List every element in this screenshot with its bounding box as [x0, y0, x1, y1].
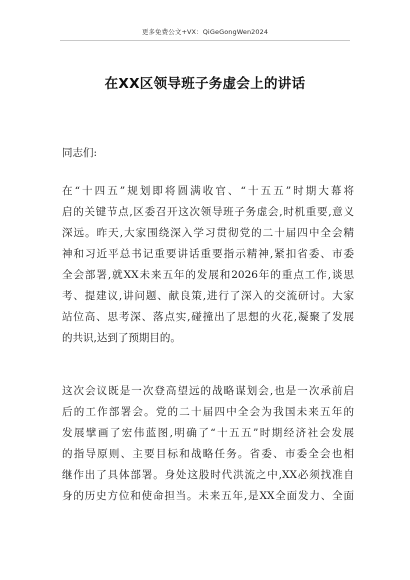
paragraph-line: 身的历史方位和使命担当。未来五年,是XX全面发力、全面: [62, 490, 354, 502]
salutation: 同志们:: [62, 147, 98, 159]
header-divider: [60, 40, 350, 41]
paragraph-line: 站位高、思考深、落点实,碰撞出了思想的火花,凝聚了发展: [62, 311, 354, 323]
paragraph-line: 在“十四五”规划即将圆满收官、“十五五”时期大幕将: [62, 185, 354, 197]
paragraph-line: 的指导原则、主要目标和战略任务。省委、市委全会也相: [62, 448, 354, 460]
paragraph-line: 这次会议既是一次登高望远的战略谋划会,也是一次承前启: [62, 385, 354, 397]
document-title: 在XX区领导班子务虚会上的讲话: [104, 76, 306, 92]
paragraph-line: 深远。昨天,大家围绕深入学习贯彻党的二十届四中全会精: [62, 227, 354, 239]
body-paragraph-1: [62, 181, 354, 349]
paragraph-line: 后的工作部署会。党的二十届四中全会为我国未来五年的: [62, 406, 354, 418]
paragraph-line: 神和习近平总书记重要讲话重要指示精神,紧扣省委、市委: [62, 248, 354, 260]
paragraph-line: 的共识,达到了预期目的。: [62, 332, 181, 344]
body-paragraph-2: [62, 381, 354, 507]
paragraph-line: 全会部署,就XX未来五年的发展和2026年的重点工作,谈思: [62, 269, 354, 281]
paragraph-line: 启的关键节点,区委召开这次领导班子务虚会,时机重要,意义: [62, 206, 354, 218]
paragraph-line: 继作出了具体部署。身处这股时代洪流之中,XX必须找准自: [62, 469, 354, 481]
header-note: 更多免费公文+VX：QiGeGongWen2024: [141, 28, 269, 36]
paragraph-line: 发展擘画了宏伟蓝图,明确了“十五五”时期经济社会发展: [62, 427, 354, 439]
paragraph-line: 考、提建议,讲问题、献良策,进行了深入的交流研讨。大家: [62, 290, 354, 302]
